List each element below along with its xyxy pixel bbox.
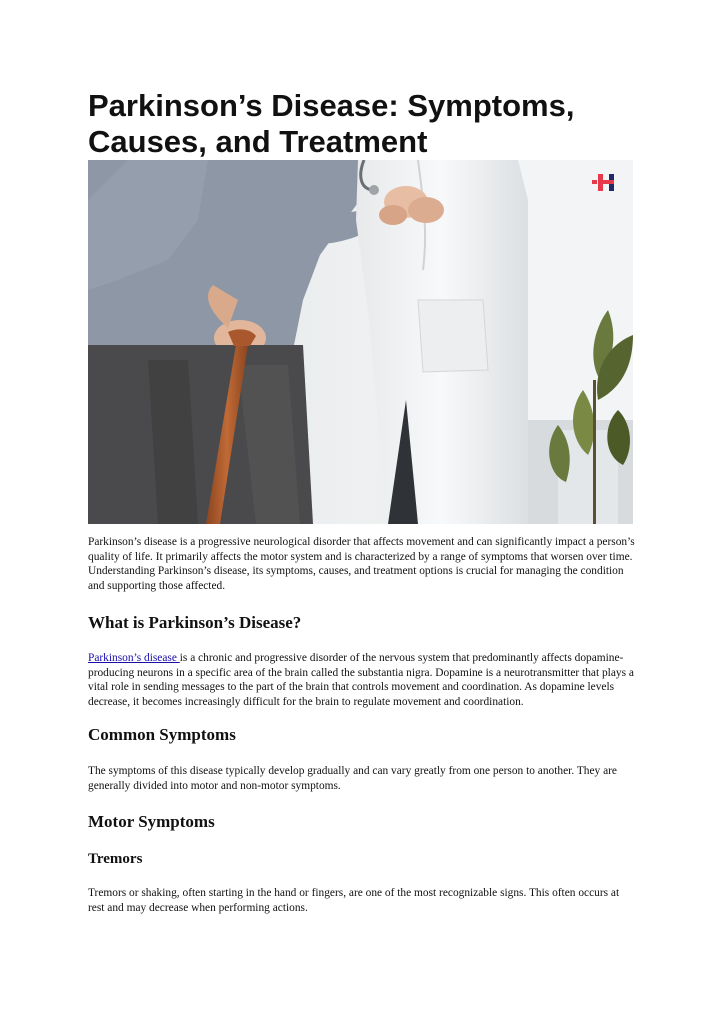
tremors-paragraph: Tremors or shaking, often starting in the hand or fingers, are one of the most recognizable signs. This often occurs at rest and may decrease when performing actions. (88, 887, 620, 914)
common-symptoms-paragraph: The symptoms of this disease typically develop gradually and can vary greatly from one person to another. They are generally divided into motor and non-motor symptoms. (88, 765, 617, 792)
hero-image (88, 160, 633, 524)
hero-photo-illustration (88, 160, 633, 524)
section-heading-motor-symptoms: Motor Symptoms (88, 812, 215, 831)
what-is-paragraph (88, 651, 636, 709)
subsection-heading-tremors: Tremors (88, 851, 143, 867)
what-is-text: is a chronic and progressive disorder of the nervous system that predominantly affects dopamine-producing neurons in a specific area of the brain called the substantia nigra. Dopamine is a neurotransmitter that plays a vital role in sending messages to the part of the brain that controls movement and coordination. As dopamine levels decrease, it becomes increasingly difficult for the brain to regulate movement and coordination. (88, 652, 634, 708)
intro-paragraph: Parkinson’s disease is a progressive neurological disorder that affects movement and can significantly impact a person’s quality of life. It primarily affects the motor system and is characterized by a range of symptoms that worsen over time. Understanding Parkinson’s disease, its symptoms, causes, and treatment options is crucial for managing the condition and supporting those affected. (88, 536, 635, 592)
article-title: Parkinson’s Disease: Symptoms, Causes, and Treatment (88, 88, 575, 159)
section-heading-what-is: What is Parkinson’s Disease? (88, 613, 302, 632)
parkinsons-disease-link[interactable]: Parkinson’s disease (88, 652, 180, 664)
section-heading-common-symptoms: Common Symptoms (88, 725, 236, 744)
